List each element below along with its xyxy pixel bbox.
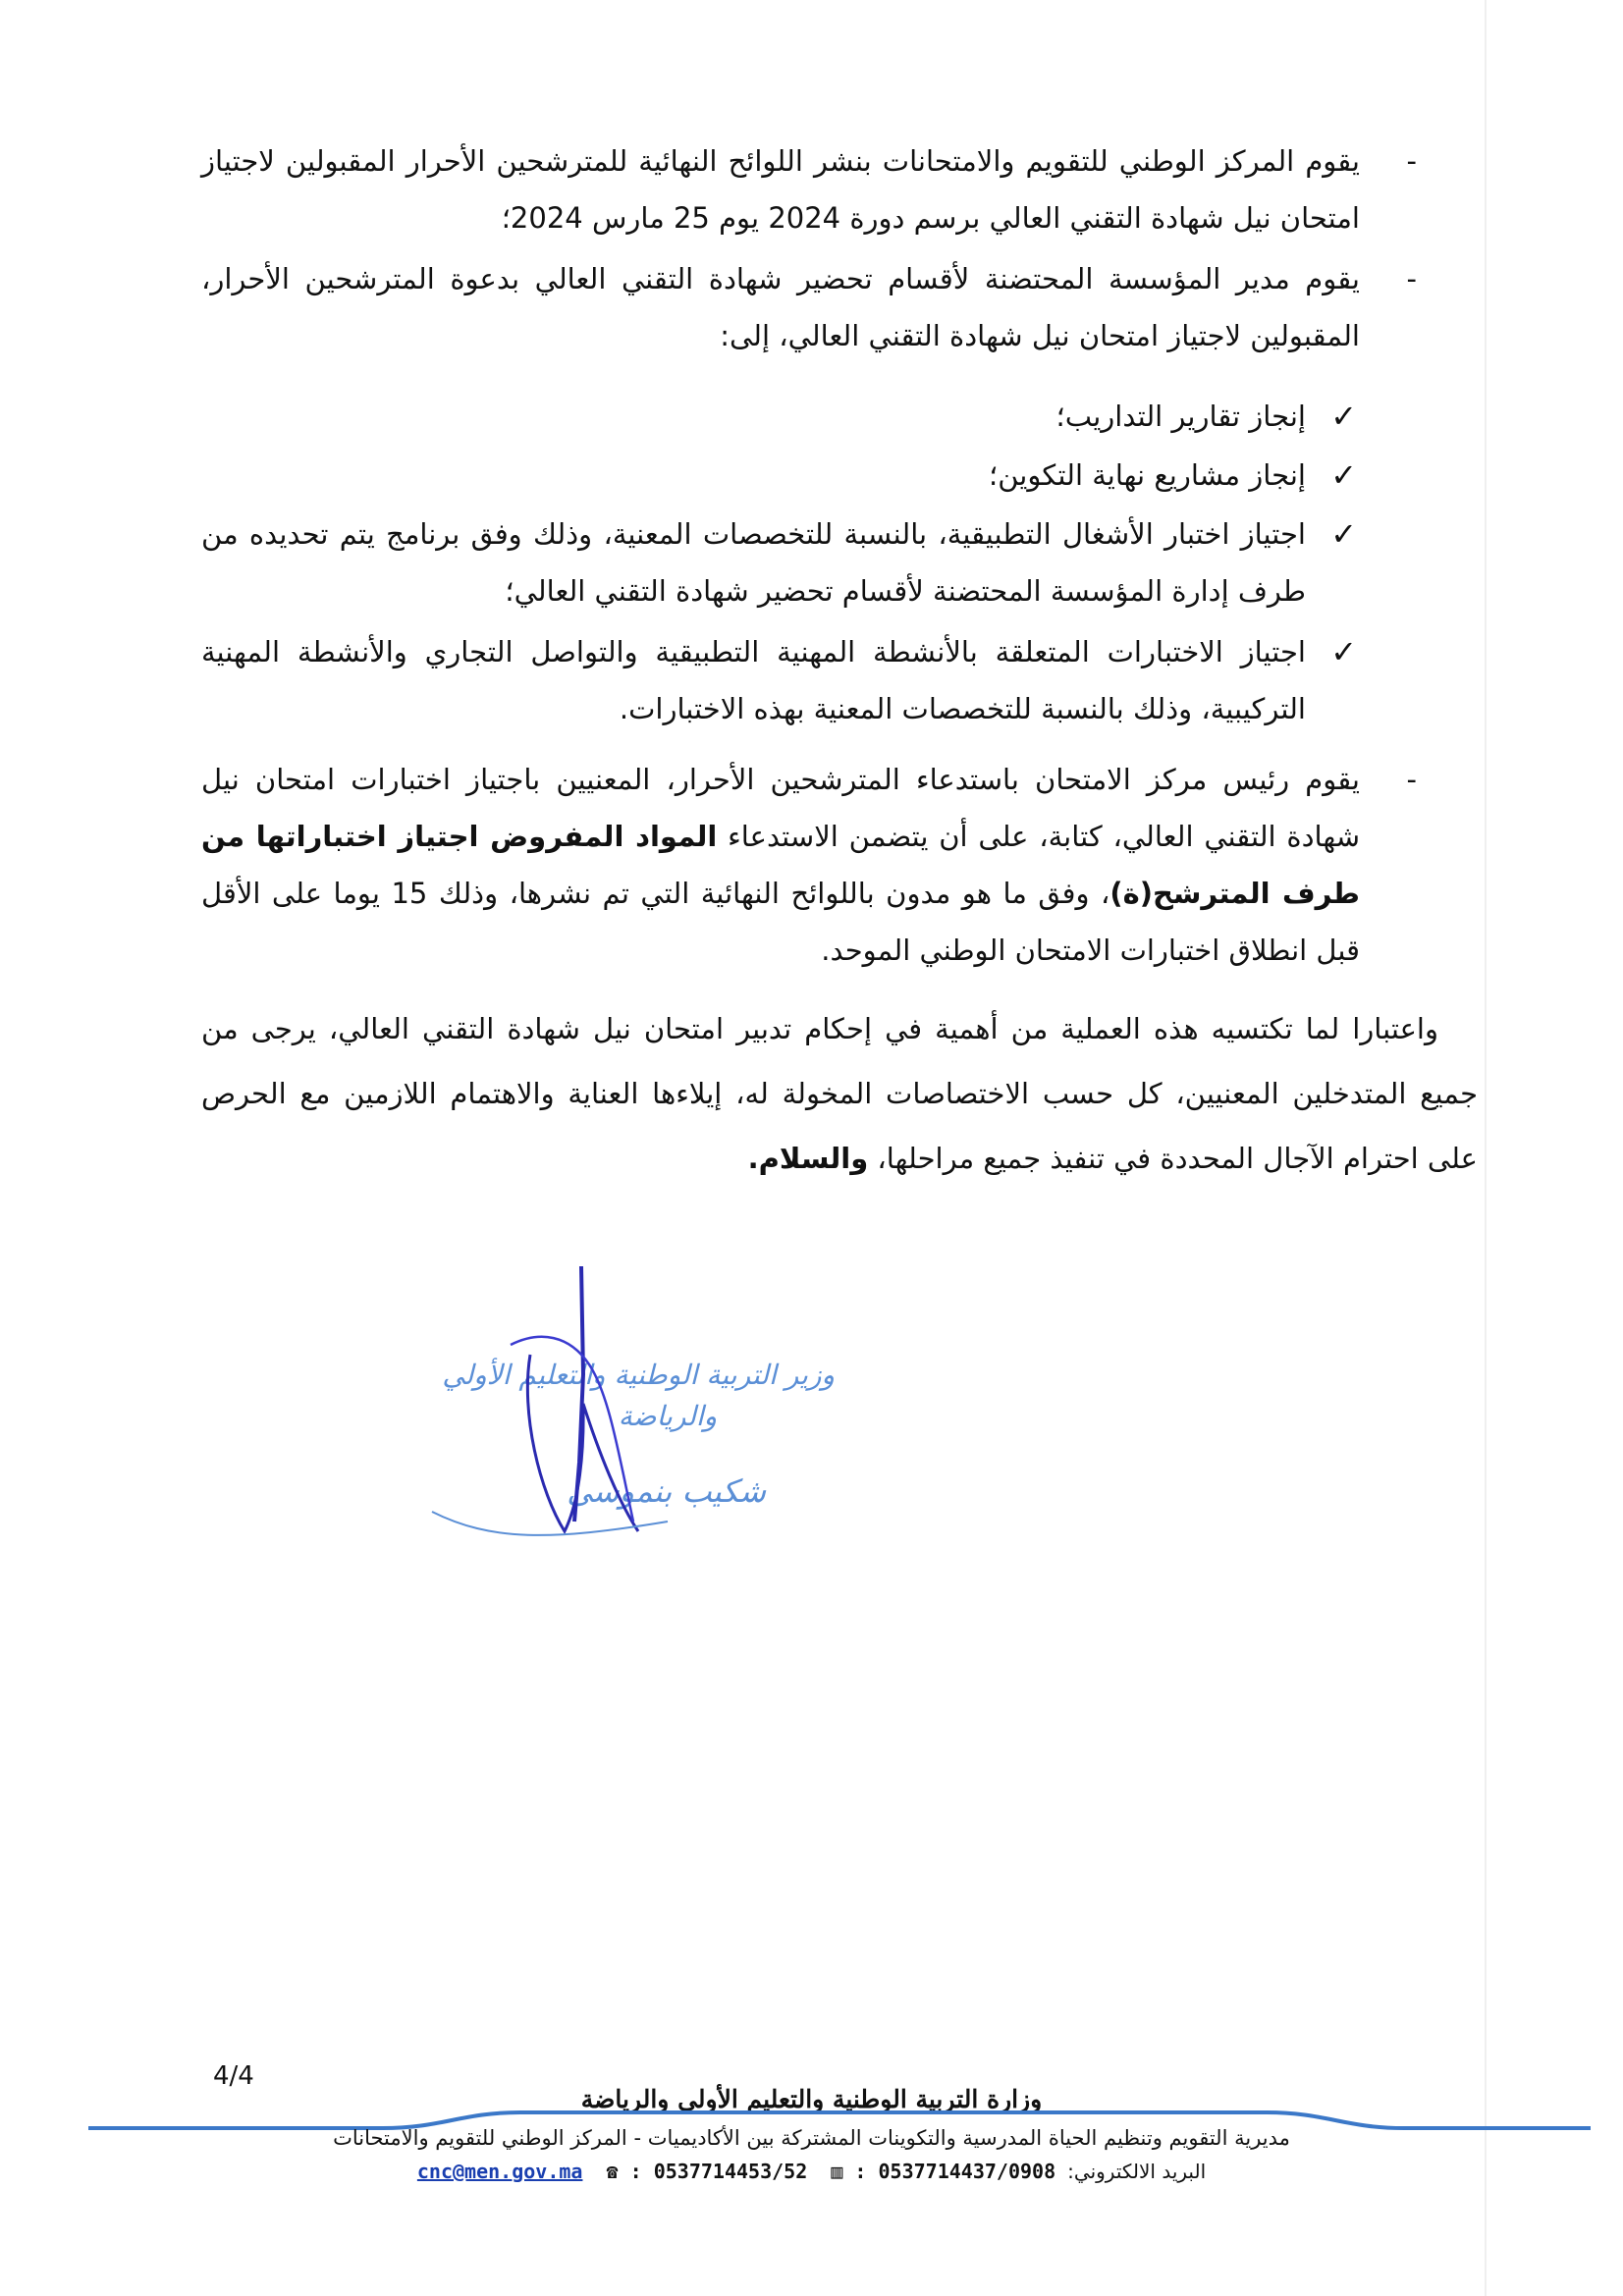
closing-text: واعتبارا لما تكتسيه هذه العملية من أهمية في إحكام تدبير امتحان نيل شهادة التقني العالي، يرجى من جميع المتدخلين المعنيين، كل حسب الاختصاصات المخولة له، إيلاءها العناية والاهتمام اللازمين مع الحرص على احترام الآجال المحددة في تنفيذ جميع مراحلها، (201, 1012, 1478, 1175)
signature-line-2: والرياضة (618, 1400, 718, 1432)
item-3-text-c: ، وفق ما هو مدون باللوائح النهائية التي تم نشرها، وذلك 15 يوما على الأقل قبل انطلاق اختبارات الامتحان الوطني الموحد. (201, 877, 1360, 967)
item-1-line-1: يقوم المركز الوطني للتقويم والامتحانات بنشر اللوائح النهائية للمترشحين الأحرار المقبولين لاجتياز (201, 144, 1360, 178)
closing-salutation: والسلام. (747, 1142, 869, 1175)
list-item-dash-3 (201, 751, 1417, 979)
fax-number: 0537714437/0908 (878, 2160, 1056, 2183)
checklist-item-4 (201, 623, 1357, 737)
item-3-text-bold: المواد المفروض اجتياز اختباراتها من طرف المترشح(ة) (201, 820, 1360, 910)
checklist-text: إنجاز مشاريع نهاية التكوين؛ (989, 458, 1306, 492)
phone-number: 0537714453/52 (653, 2160, 808, 2183)
checklist-item-1 (201, 388, 1357, 445)
closing-paragraph (201, 996, 1478, 1191)
checklist-text: اجتياز اختبار الأشغال التطبيقية، بالنسبة للتخصصات المعنية، وذلك وفق برنامج يتم تحديده من طرف إدارة المؤسسة المحتضنة لأقسام تحضير شهادة التقني العالي؛ (201, 517, 1306, 608)
item-2-line-2: المقبولين لاجتياز امتحان نيل شهادة التقني العالي، إلى: (720, 319, 1360, 352)
footer-contact: البريد الالكتروني: cnc@men.gov.ma ☎ : 0537714453/52 ▥ : 0537714437/0908 (416, 2160, 1207, 2183)
list-item-dash-2 (201, 250, 1417, 364)
item-1-line-2: امتحان نيل شهادة التقني العالي برسم دورة 2024 يوم 25 مارس 2024؛ (501, 201, 1360, 235)
dash-bullet: - (1406, 262, 1417, 295)
dash-bullet: - (1406, 763, 1417, 796)
list-item-dash-1 (201, 133, 1417, 246)
footer-directorate: مديرية التقويم وتنظيم الحياة المدرسية والتكوينات المشتركة بين الأكاديميات - المركز الوطني للتقويم والامتحانات (333, 2126, 1290, 2150)
checklist-text: إنجاز تقارير التداريب؛ (1055, 400, 1306, 433)
signature-stamp (373, 1256, 864, 1551)
email-label: البريد الالكتروني: (1067, 2160, 1207, 2183)
checkmark-icon: ✓ (1330, 515, 1357, 553)
item-3-text-a: يقوم رئيس مركز الامتحان باستدعاء المترشحين الأحرار، المعنيين باجتياز اختبارات امتحان نيل شهادة التقني العالي، كتابة، على أن يتضمن الاستدعاء (201, 763, 1361, 853)
item-2-line-1: يقوم مدير المؤسسة المحتضنة لأقسام تحضير شهادة التقني العالي بدعوة المترشحين الأحرار، (201, 262, 1360, 295)
signature-name: شكيب بنموسى (567, 1472, 766, 1510)
checklist-item-3 (201, 506, 1357, 619)
page-number: 4/4 (213, 2061, 254, 2091)
dash-bullet: - (1406, 144, 1417, 178)
signature-line-1: وزير التربية الوطنية والتعليم الأولي (442, 1359, 835, 1391)
footer-ministry: وزارة التربية الوطنية والتعليم الأولي والرياضة (580, 2085, 1043, 2113)
checkmark-icon: ✓ (1330, 633, 1357, 670)
email-link[interactable]: cnc@men.gov.ma (416, 2160, 583, 2183)
checklist-text: اجتياز الاختبارات المتعلقة بالأنشطة المهنية التطبيقية والتواصل التجاري والأنشطة المهنية التركيبية، وذلك بالنسبة للتخصصات المعنية بهذه الاختبارات. (201, 635, 1306, 725)
checkmark-icon: ✓ (1330, 398, 1357, 435)
page-edge (1485, 0, 1487, 2296)
checklist-item-2 (201, 447, 1357, 504)
checkmark-icon: ✓ (1330, 456, 1357, 494)
